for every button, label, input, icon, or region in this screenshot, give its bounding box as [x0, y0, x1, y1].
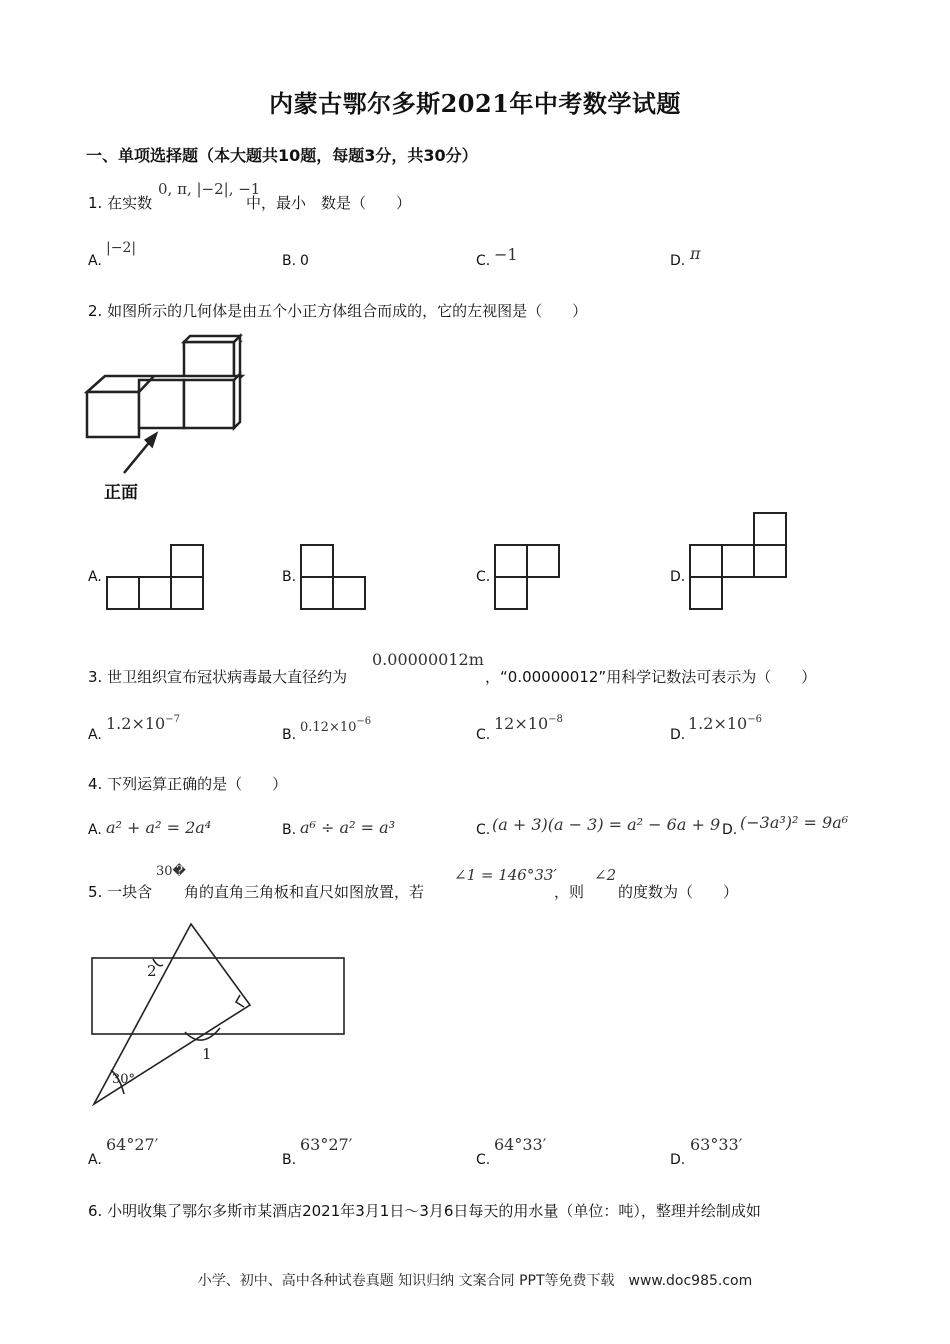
angle-30-label: 30°	[112, 1072, 136, 1087]
q3-option-b[interactable]: $0.12\times 10^{-6}$	[300, 716, 372, 735]
question-3-math: 0.00000012m	[372, 650, 484, 669]
q1-option-b[interactable]: 0	[300, 253, 309, 269]
q3-option-a[interactable]: $1.2\times 10^{-7}$	[106, 714, 180, 733]
q1-option-c[interactable]: −1	[494, 245, 518, 264]
question-5-condition: ∠1 = 146°33′	[454, 866, 557, 884]
q2-option-b-label[interactable]: B.	[282, 569, 297, 585]
q1-option-c-label[interactable]: C.	[476, 253, 491, 269]
angle-2-label: 2	[147, 962, 157, 980]
q4-option-a[interactable]: a² + a² = 2a⁴	[106, 818, 212, 837]
q1-option-d-label[interactable]: D.	[670, 253, 686, 269]
question-3-suffix: ，“0.00000012”用科学记数法可表示为（ ）	[485, 668, 817, 686]
question-5-target: ∠2	[594, 866, 617, 884]
q2-option-a-label[interactable]: A.	[88, 569, 102, 585]
question-5-mid: 角的直角三角板和直尺如图放置，若	[184, 883, 425, 901]
question-5-angle: 30�	[156, 864, 186, 879]
q3-option-d-label[interactable]: D.	[670, 727, 686, 743]
q2-option-d-figure[interactable]	[689, 513, 789, 610]
q4-option-b-label[interactable]: B.	[282, 822, 297, 838]
page-title: 内蒙古鄂尔多斯2021年中考数学试题	[269, 89, 681, 118]
q1-option-b-label[interactable]: B.	[282, 253, 297, 269]
q2-option-c-label[interactable]: C.	[476, 569, 491, 585]
q2-option-d-label[interactable]: D.	[670, 569, 686, 585]
q1-option-a-label[interactable]: A.	[88, 253, 102, 269]
question-3-prefix: 3. 世卫组织宣布冠状病毒最大直径约为	[88, 668, 348, 686]
q5-option-b-label[interactable]: B.	[282, 1152, 297, 1168]
q2-option-b-figure[interactable]	[300, 545, 370, 610]
question-1-math: 0, π, |−2|, −1	[158, 180, 261, 198]
q5-option-a-label[interactable]: A.	[88, 1152, 102, 1168]
q1-option-a[interactable]: |−2|	[106, 240, 137, 256]
question-2-text: 2. 如图所示的几何体是由五个小正方体组合而成的，它的左视图是（ ）	[88, 302, 588, 320]
q2-option-c-figure[interactable]	[494, 545, 564, 610]
q5-option-d[interactable]: 63°33′	[690, 1135, 743, 1154]
q1-option-d[interactable]: π	[690, 244, 701, 263]
q2-option-a-figure[interactable]	[106, 545, 206, 610]
question-5-prefix: 5. 一块含	[88, 883, 153, 901]
q3-option-c-label[interactable]: C.	[476, 727, 491, 743]
question-1-suffix: 中，最小 数是（ ）	[246, 194, 412, 212]
q3-option-d[interactable]: $1.2\times 10^{-6}$	[688, 714, 762, 733]
q3-option-a-label[interactable]: A.	[88, 727, 102, 743]
question-1-prefix: 1. 在实数	[88, 194, 153, 212]
q2-front-label: 正面	[104, 483, 138, 503]
q5-option-d-label[interactable]: D.	[670, 1152, 686, 1168]
q3-option-b-label[interactable]: B.	[282, 727, 297, 743]
ruler-rectangle	[92, 958, 344, 1034]
q5-option-b[interactable]: 63°27′	[300, 1135, 353, 1154]
q4-option-d-label[interactable]: D.	[722, 822, 738, 838]
q4-option-c[interactable]: (a + 3)(a − 3) = a² − 6a + 9	[492, 815, 721, 834]
question-5-mid2: ，则	[554, 883, 585, 901]
angle-1-label: 1	[202, 1045, 212, 1063]
q4-option-d[interactable]: (−3a³)² = 9a⁶	[740, 813, 849, 832]
q3-option-c[interactable]: $12\times 10^{-8}$	[494, 714, 563, 733]
q5-option-c-label[interactable]: C.	[476, 1152, 491, 1168]
q5-ruler-triangle-figure	[90, 920, 360, 1120]
question-5-suffix: 的度数为（ ）	[618, 883, 739, 901]
q4-option-c-label[interactable]: C.	[476, 822, 491, 838]
page-footer: 小学、初中、高中各种试卷真题 知识归纳 文案合同 PPT等免费下载 www.doc985.com	[197, 1273, 753, 1289]
q5-option-c[interactable]: 64°33′	[494, 1135, 547, 1154]
q4-option-a-label[interactable]: A.	[88, 822, 102, 838]
question-6-text: 6. 小明收集了鄂尔多斯市某酒店2021年3月1日～3月6日每天的用水量（单位：吨），整理并绘制成如	[88, 1202, 761, 1220]
q5-option-a[interactable]: 64°27′	[106, 1135, 159, 1154]
section-heading: 一、单项选择题（本大题共10题，每题3分，共30分）	[86, 146, 478, 165]
q4-option-b[interactable]: a⁶ ÷ a² = a³	[300, 818, 396, 837]
question-4-text: 4. 下列运算正确的是（ ）	[88, 775, 288, 793]
